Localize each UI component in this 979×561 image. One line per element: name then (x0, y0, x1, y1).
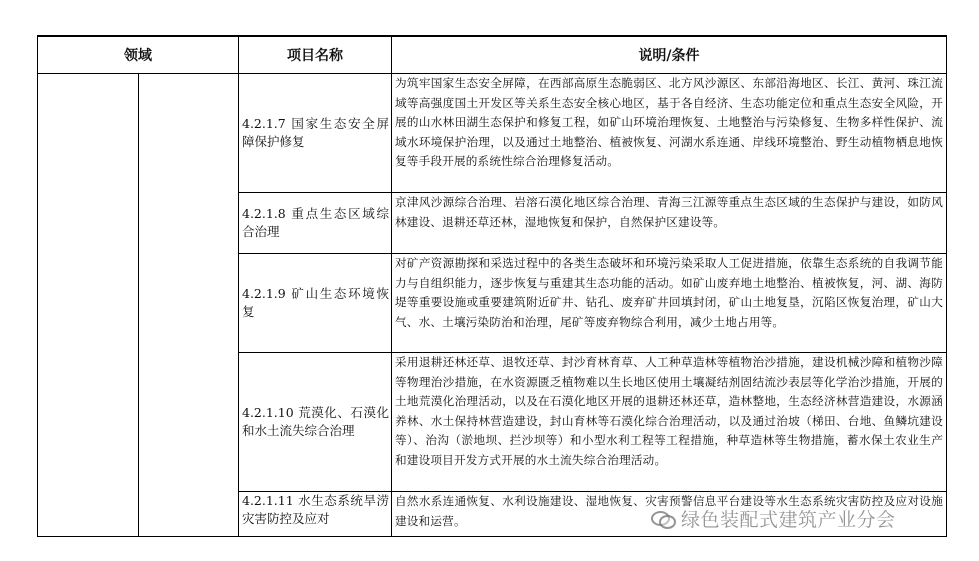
watermark (651, 504, 896, 532)
header-description: 说明/条件 (392, 36, 947, 74)
wechat-icon (651, 509, 675, 527)
description-cell: 自然水系连通恢复、水利设施建设、湿地恢复、灾害预警信息平台建设等水生态系统灾害防控及应对设施建设和运营。 (392, 492, 947, 537)
project-name-cell: 4.2.1.9 矿山生态环境恢复 (239, 254, 392, 353)
description-cell: 为筑牢国家生态安全屏障，在西部高原生态脆弱区、北方风沙源区、东部沿海地区、长江、黄河、珠江流域等高强度国土开发区等关系生态安全核心地区，基于各自经济、生态功能定位和重点生态安全风险，开展的山水林田湖生态保护和修复工程，如矿山环境治理恢复、土地整治与污染修复、生物多样性保护、流域水环境保护治理，以及通过土地整治、植被恢复、河湖水系连通、岸线环境整治、野生动植物栖息地恢复等手段开展的系统性综合治理修复活动。 (392, 74, 947, 193)
description-cell: 对矿产资源勘探和采选过程中的各类生态破坏和环境污染采取人工促进措施，依靠生态系统的自我调节能力与自组织能力，逐步恢复与重建其生态功能的活动。如矿山废弃地土地整治、植被恢复，河、湖、海防堤等重要设施或重要建筑附近矿井、钻孔、废弃矿井回填封闭，矿山土地复垦，沉陷区恢复治理，矿山大气、水、土壤污染防治和治理，尾矿等废弃物综合利用，减少土地占用等。 (392, 254, 947, 353)
watermark-text: 绿色装配式建筑产业分会 (681, 508, 896, 531)
domain-cell-level2 (138, 74, 239, 537)
header-project-name: 项目名称 (239, 36, 392, 74)
header-domain: 领域 (38, 36, 239, 74)
description-cell: 采用退耕还林还草、退牧还草、封沙育林育草、人工种草造林等植物治沙措施，建设机械沙障和植物沙障等物理治沙措施，在水资源匮乏植物难以生长地区使用土壤凝结剂固结流沙表层等化学治沙措施，开展的土地荒漠化治理活动，以及在石漠化地区开展的退耕还林还草，造林整地，生态经济林营造建设，水源涵养林、水土保持林营造建设，封山育林等石漠化综合治理活动，以及通过治坡（梯田、台地、鱼鳞坑建设等）、治沟（淤地坝、拦沙坝等）和小型水利工程等工程措施，种草造林等生物措施，蓄水保土农业生产和建设项目开发方式开展的水土流失综合治理活动。 (392, 353, 947, 492)
description-cell: 京津风沙源综合治理、岩溶石漠化地区综合治理、青海三江源等重点生态区域的生态保护与建设，如防风林建设、退耕还草还林，湿地恢复和保护，自然保护区建设等。 (392, 193, 947, 254)
project-name-cell: 4.2.1.10 荒漠化、石漠化和水土流失综合治理 (239, 353, 392, 492)
domain-cell-level1 (38, 74, 139, 537)
table-header-row (38, 36, 947, 74)
project-name-cell: 4.2.1.11 水生态系统旱涝灾害防控及应对 (239, 492, 392, 537)
table-row (38, 74, 947, 193)
standard-table-container (37, 35, 947, 550)
project-catalog-table (37, 35, 947, 537)
project-name-cell: 4.2.1.7 国家生态安全屏障保护修复 (239, 74, 392, 193)
project-name-cell: 4.2.1.8 重点生态区域综合治理 (239, 193, 392, 254)
